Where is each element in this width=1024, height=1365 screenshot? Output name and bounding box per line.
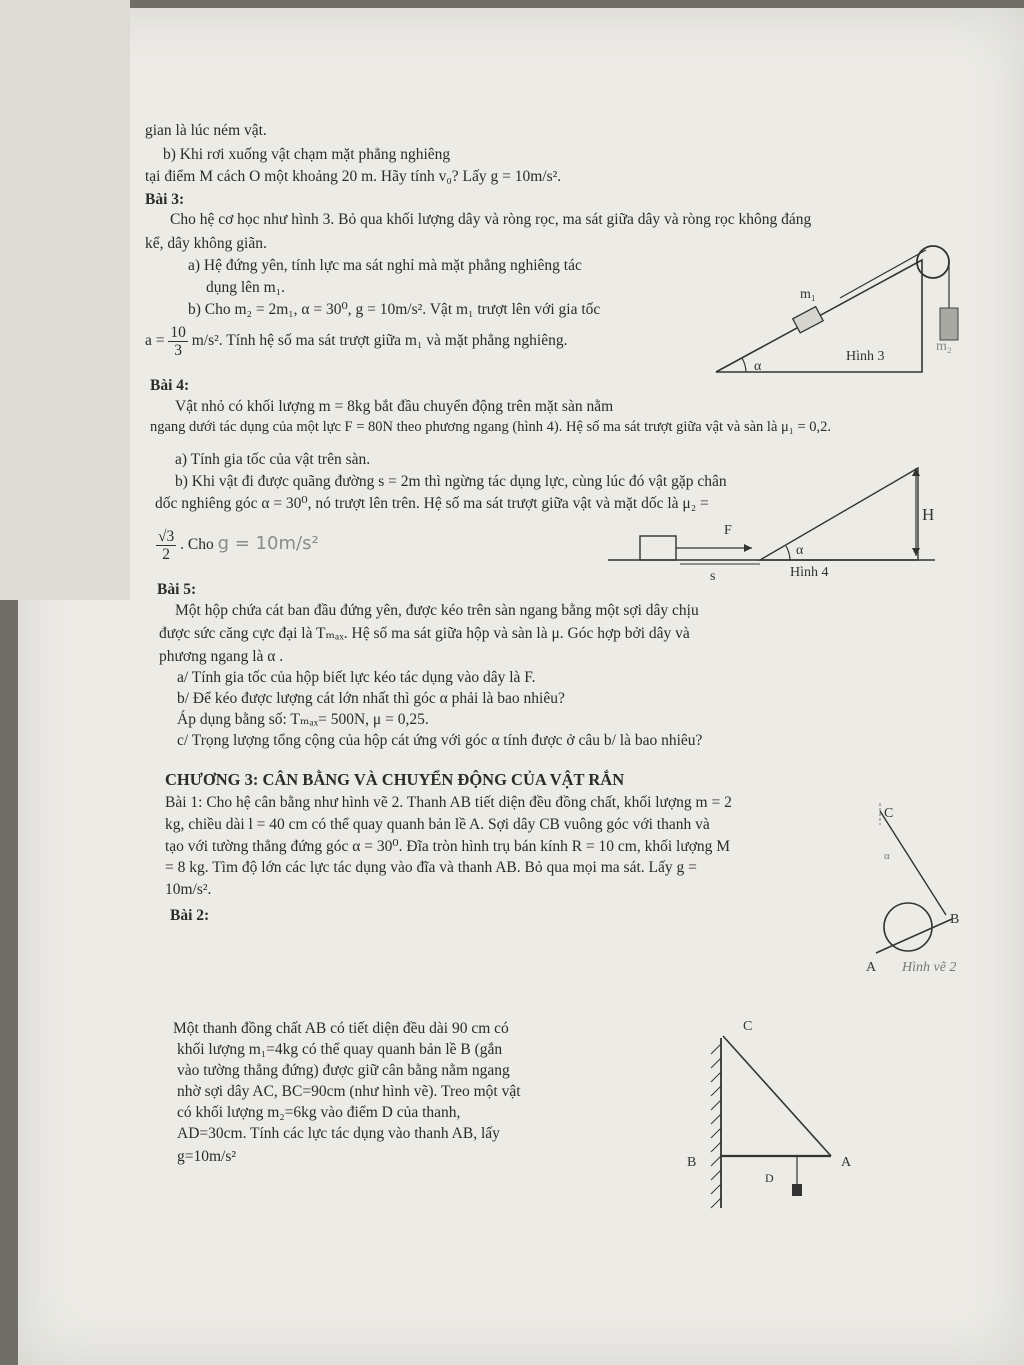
text-line: vào tường thẳng đứng) được giữ cân bằng nằm ngang [177, 1062, 510, 1079]
text-line: b/ Để kéo được lượng cát lớn nhất thì góc α phải là bao nhiêu? [177, 690, 565, 707]
slope-triangle [760, 468, 918, 560]
string-ac [723, 1036, 831, 1156]
text-line: a) Tính gia tốc của vật trên sàn. [175, 451, 371, 468]
m1-label: m₁ [800, 287, 816, 302]
text-line: được sức căng cực đại là Tₘₐₓ. Hệ số ma sát giữa hộp và sàn là μ. Góc hợp bởi dây và [159, 625, 690, 642]
height-label: H [922, 505, 935, 524]
text-line: b) Khi vật đi được quãng đường s = 2m thì ngừng tác dụng lực, cùng lúc đó vật gặp chân [175, 473, 727, 490]
fraction: $\frac{10}{3}$ [170, 324, 186, 359]
hanging-mass [792, 1184, 802, 1196]
text-line: khối lượng m₁=4kg có thể quay quanh bản lề B (gắn [177, 1041, 503, 1058]
text-line: a/ Tính gia tốc của hộp biết lực kéo tác dụng vào dây là F. [177, 669, 536, 686]
exercise-heading-5: Bài 5: [157, 581, 197, 598]
exercise-heading-3: Bài 3: [145, 191, 185, 208]
exercise-heading-4: Bài 4: [150, 377, 190, 394]
fraction: $\frac{√3}{2}$ [158, 528, 175, 563]
text-line: kể, dây không giãn. [145, 235, 267, 252]
text-line: phương ngang là α . [159, 648, 284, 665]
text-line: Bài 1: Cho hệ cân bằng như hình vẽ 2. Thanh AB tiết diện đều đồng chất, khối lượng m = 2 [165, 794, 732, 811]
mass-m1 [793, 307, 823, 333]
point-b-label: B [687, 1155, 697, 1170]
string [840, 250, 926, 298]
string-cb [880, 811, 946, 915]
mass-m2 [940, 308, 958, 340]
text-line: = 8 kg. Tìm độ lớn các lực tác dụng vào đĩa và thanh AB. Bỏ qua mọi ma sát. Lấy g = [165, 859, 697, 876]
figure-bai-2 [685, 1010, 875, 1220]
m2-label: m₂ [936, 339, 952, 354]
point-c-label: C [884, 806, 894, 821]
text-line: c/ Trọng lượng tổng cộng của hộp cát ứng với góc α tính được ở câu b/ là bao nhiêu? [177, 732, 703, 749]
text-line: g=10m/s² [177, 1148, 237, 1165]
point-c-label: C [743, 1019, 753, 1034]
point-b-label: B [950, 912, 960, 927]
text-line: nhờ sợi dây AC, BC=90cm (như hình vẽ). Treo một vật [177, 1083, 521, 1100]
text-line: kg, chiều dài l = 40 cm có thể quay quanh bản lề A. Sợi dây CB vuông góc với thanh và [165, 816, 710, 833]
text-line: Một thanh đồng chất AB có tiết diện đều dài 90 cm có [173, 1020, 509, 1037]
text-line: dụng lên m₁. [206, 279, 286, 296]
text-line: tại điểm M cách O một khoảng 20 m. Hãy tính v₀? Lấy g = 10m/s². [145, 168, 562, 185]
underlying-page [0, 0, 130, 600]
distance-label: s [710, 569, 716, 584]
text-line: 10m/s². [165, 881, 212, 898]
text-line: AD=30cm. Tính các lực tác dụng vào thanh AB, lấy [177, 1125, 500, 1142]
text-line: Vật nhỏ có khối lượng m = 8kg bắt đầu chuyển động trên mặt sàn nằm [175, 398, 614, 415]
figure-3 [700, 240, 980, 380]
point-d-label: D [765, 1171, 774, 1185]
figure-4 [600, 460, 980, 585]
text-line: b) Khi rơi xuống vật chạm mặt phẳng nghiêng [163, 146, 451, 163]
text-line: dốc nghiêng góc α = 30⁰, nó trượt lên trên. Hệ số ma sát trượt giữa vật và mặt dốc là μ₂ = [155, 495, 709, 512]
text-line: b) Cho m₂ = 2m₁, α = 30⁰, g = 10m/s². Vật m₁ trượt lên với gia tốc [188, 301, 601, 318]
figure-hinh-ve-2 [850, 795, 990, 980]
text-line: a) Hệ đứng yên, tính lực ma sát nghỉ mà mặt phẳng nghiêng tác [188, 257, 582, 274]
block [640, 536, 676, 560]
text-line: gian là lúc ném vật. [145, 122, 267, 139]
text-line: tạo với tường thẳng đứng góc α = 30⁰. Đĩa tròn hình trụ bán kính R = 10 cm, khối lượng M [165, 838, 731, 855]
alpha-label: α [884, 850, 890, 862]
alpha-label: α [796, 543, 804, 558]
figure-caption: Hình 4 [790, 565, 829, 580]
disk [884, 903, 932, 951]
alpha-label: α [754, 359, 762, 374]
point-a-label: A [866, 960, 877, 975]
point-a-label: A [841, 1155, 852, 1170]
chapter-heading: CHƯƠNG 3: CÂN BẰNG VÀ CHUYỂN ĐỘNG CỦA VẬT RẮN [165, 770, 625, 789]
rod-ab [876, 919, 952, 953]
text-line: ngang dưới tác dụng của một lực F = 80N theo phương ngang (hình 4). Hệ số ma sát trượt giữa vật và sàn là μ₁ = 0,2. [150, 419, 832, 435]
text-line: có khối lượng m₂=6kg vào điểm D của thanh, [177, 1104, 461, 1121]
text-line: Một hộp chứa cát ban đầu đứng yên, được kéo trên sàn ngang bằng một sợi dây chịu [175, 602, 699, 619]
figure-caption: Hình vẽ 2 [902, 960, 957, 975]
exercise-heading-2: Bài 2: [170, 907, 210, 924]
text-line: Áp dụng bằng số: Tₘₐₓ= 500N, μ = 0,25. [177, 711, 429, 728]
force-label: F [724, 523, 732, 538]
formula-line: a = $\frac{10}{3}$ m/s². Tính hệ số ma sát trượt giữa m₁ và mặt phẳng nghiêng. [145, 324, 568, 359]
formula-line: $\frac{√3}{2}$ . Cho g = 10m/s² [158, 528, 319, 563]
figure-caption: Hình 3 [846, 349, 885, 364]
handwritten-note: g = 10m/s² [217, 533, 319, 555]
text-line: Cho hệ cơ học như hình 3. Bỏ qua khối lượng dây và ròng rọc, ma sát giữa dây và ròng rọc không đáng [170, 211, 812, 228]
